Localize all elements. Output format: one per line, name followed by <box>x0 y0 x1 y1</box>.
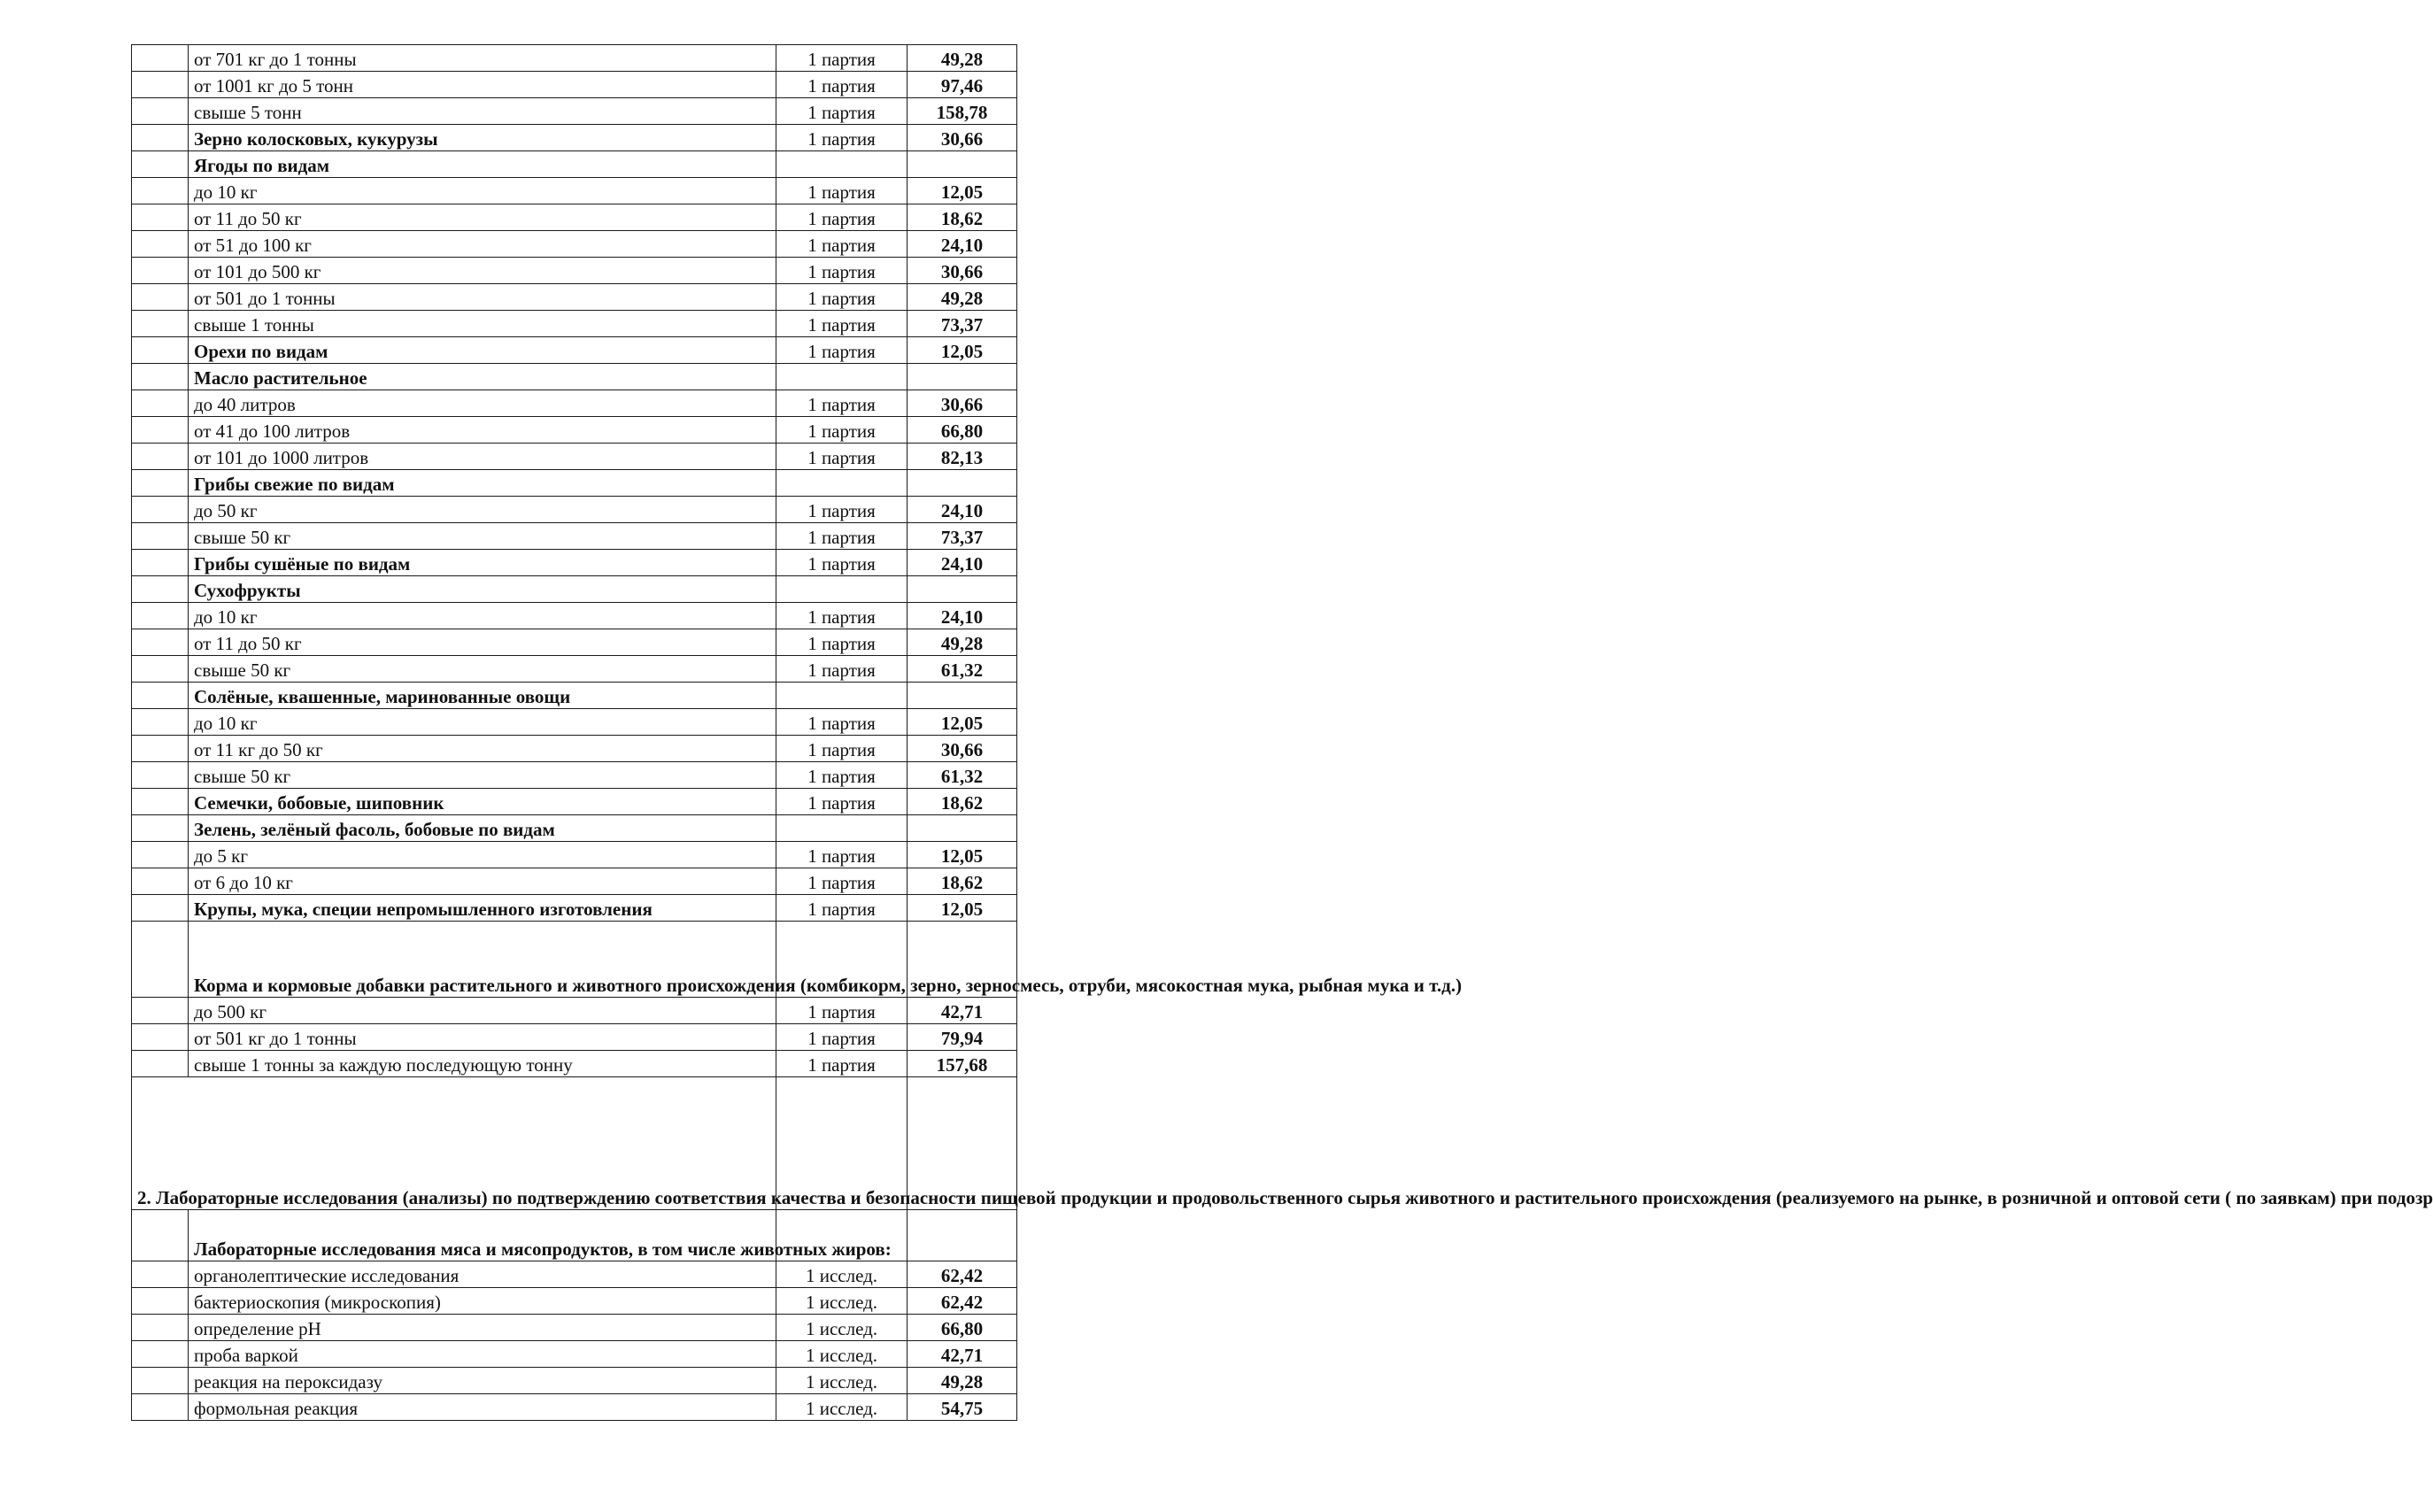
category-name-cell: Корма и кормовые добавки растительного и животного происхождения (комбикорм, зерно, зерносмесь, отруби, мясокостная мука, рыбная мука и т.д.) <box>189 922 776 998</box>
table-row <box>132 417 1017 444</box>
price-cell: 73,37 <box>908 311 1017 337</box>
index-cell <box>132 603 189 629</box>
index-cell <box>132 815 189 842</box>
unit-cell: 1 партия <box>776 497 908 523</box>
index-cell <box>132 204 189 231</box>
item-name-cell: от 11 до 50 кг <box>189 204 776 231</box>
price-cell: 66,80 <box>908 417 1017 444</box>
unit-cell: 1 исслед. <box>776 1315 908 1341</box>
table-row <box>132 1288 1017 1315</box>
item-name-cell: проба варкой <box>189 1341 776 1368</box>
unit-cell <box>776 683 908 709</box>
price-cell: 18,62 <box>908 868 1017 895</box>
index-cell <box>132 284 189 311</box>
table-row <box>132 151 1017 178</box>
unit-cell: 1 партия <box>776 656 908 683</box>
unit-cell: 1 партия <box>776 523 908 550</box>
table-row <box>132 762 1017 789</box>
unit-cell: 1 партия <box>776 550 908 576</box>
item-name-cell: бактериоскопия (микроскопия) <box>189 1288 776 1315</box>
price-cell: 24,10 <box>908 497 1017 523</box>
category-name-cell: Масло растительное <box>189 364 776 390</box>
price-cell: 12,05 <box>908 709 1017 736</box>
price-cell: 49,28 <box>908 284 1017 311</box>
table-row <box>132 550 1017 576</box>
item-name-cell: формольная реакция <box>189 1394 776 1421</box>
price-table-body <box>132 45 2433 1421</box>
index-cell <box>132 762 189 789</box>
price-cell: 49,28 <box>908 1368 1017 1394</box>
item-name-cell: реакция на пероксидазу <box>189 1368 776 1394</box>
index-cell <box>132 629 189 656</box>
unit-cell: 1 партия <box>776 178 908 204</box>
item-name-cell: свыше 50 кг <box>189 523 776 550</box>
unit-cell: 1 партия <box>776 1051 908 1077</box>
table-row <box>132 311 1017 337</box>
item-name-cell: от 11 кг до 50 кг <box>189 736 776 762</box>
item-name-cell: от 501 кг до 1 тонны <box>189 1024 776 1051</box>
table-row <box>132 922 1017 998</box>
index-cell <box>132 1210 189 1261</box>
index-cell <box>132 656 189 683</box>
price-cell: 12,05 <box>908 178 1017 204</box>
table-row <box>132 45 1017 72</box>
price-cell: 157,68 <box>908 1051 1017 1077</box>
category-name-cell: Солёные, квашенные, маринованные овощи <box>189 683 776 709</box>
unit-cell: 1 партия <box>776 98 908 125</box>
price-cell: 79,94 <box>908 1024 1017 1051</box>
price-cell: 61,32 <box>908 656 1017 683</box>
item-name-cell: до 10 кг <box>189 603 776 629</box>
unit-cell: 1 партия <box>776 736 908 762</box>
unit-cell: 1 партия <box>776 72 908 98</box>
index-cell <box>132 550 189 576</box>
index-cell <box>132 72 189 98</box>
table-row <box>132 868 1017 895</box>
price-cell: 62,42 <box>908 1261 1017 1288</box>
section-row <box>132 1077 1017 1210</box>
index-cell <box>132 1368 189 1394</box>
index-cell <box>132 998 189 1024</box>
unit-cell: 1 партия <box>776 868 908 895</box>
item-name-cell: до 500 кг <box>189 998 776 1024</box>
item-name-cell: свыше 1 тонны <box>189 311 776 337</box>
table-row <box>132 895 1017 922</box>
unit-cell: 1 партия <box>776 842 908 868</box>
index-cell <box>132 444 189 470</box>
table-row <box>132 603 1017 629</box>
item-name-cell: свыше 50 кг <box>189 656 776 683</box>
index-cell <box>132 683 189 709</box>
price-cell: 61,32 <box>908 762 1017 789</box>
category-name-cell: Ягоды по видам <box>189 151 776 178</box>
index-cell <box>132 1288 189 1315</box>
unit-cell: 1 партия <box>776 709 908 736</box>
index-cell <box>132 258 189 284</box>
price-cell: 24,10 <box>908 550 1017 576</box>
price-cell: 82,13 <box>908 444 1017 470</box>
unit-cell: 1 партия <box>776 895 908 922</box>
index-cell <box>132 1261 189 1288</box>
table-row <box>132 1210 1017 1261</box>
price-cell: 54,75 <box>908 1394 1017 1421</box>
index-cell <box>132 922 189 998</box>
index-cell <box>132 709 189 736</box>
table-row <box>132 1051 1017 1077</box>
table-row <box>132 842 1017 868</box>
index-cell <box>132 390 189 417</box>
price-cell <box>908 364 1017 390</box>
table-row <box>132 683 1017 709</box>
table-row <box>132 629 1017 656</box>
item-name-cell: от 51 до 100 кг <box>189 231 776 258</box>
category-name-cell: Семечки, бобовые, шиповник <box>189 789 776 815</box>
item-name-cell: от 1001 кг до 5 тонн <box>189 72 776 98</box>
unit-cell: 1 партия <box>776 231 908 258</box>
index-cell <box>132 417 189 444</box>
table-row <box>132 576 1017 603</box>
price-cell: 158,78 <box>908 98 1017 125</box>
unit-cell <box>776 364 908 390</box>
unit-cell: 1 партия <box>776 284 908 311</box>
unit-cell: 1 партия <box>776 417 908 444</box>
index-cell <box>132 1051 189 1077</box>
index-cell <box>132 364 189 390</box>
section-heading: 2. Лабораторные исследования (анализы) по подтверждению соответствия качества и безопасности пищевой продукции и продовольственного сырья животного и растительного происхождения (реализуемого на рынке, в розничной и оптовой сети ( по заявкам) при подозр <box>132 1077 776 1210</box>
item-name-cell: от 701 кг до 1 тонны <box>189 45 776 72</box>
unit-cell: 1 партия <box>776 311 908 337</box>
index-cell <box>132 576 189 603</box>
price-cell <box>908 576 1017 603</box>
table-row <box>132 178 1017 204</box>
item-name-cell: определение pH <box>189 1315 776 1341</box>
price-cell: 30,66 <box>908 258 1017 284</box>
table-row <box>132 998 1017 1024</box>
table-row <box>132 497 1017 523</box>
table-row <box>132 789 1017 815</box>
unit-cell: 1 партия <box>776 390 908 417</box>
unit-cell: 1 исслед. <box>776 1394 908 1421</box>
unit-cell: 1 партия <box>776 762 908 789</box>
unit-cell: 1 партия <box>776 258 908 284</box>
item-name-cell: свыше 5 тонн <box>189 98 776 125</box>
table-row <box>132 1341 1017 1368</box>
table-row <box>132 656 1017 683</box>
item-name-cell: от 501 до 1 тонны <box>189 284 776 311</box>
unit-cell: 1 партия <box>776 789 908 815</box>
price-cell: 18,62 <box>908 789 1017 815</box>
unit-cell: 1 партия <box>776 45 908 72</box>
item-name-cell: от 11 до 50 кг <box>189 629 776 656</box>
item-name-cell: до 40 литров <box>189 390 776 417</box>
table-row <box>132 204 1017 231</box>
price-cell: 49,28 <box>908 629 1017 656</box>
price-cell <box>908 151 1017 178</box>
index-cell <box>132 178 189 204</box>
index-cell <box>132 98 189 125</box>
table-row <box>132 258 1017 284</box>
price-cell <box>908 815 1017 842</box>
unit-cell: 1 партия <box>776 1024 908 1051</box>
index-cell <box>132 311 189 337</box>
table-row <box>132 364 1017 390</box>
table-row <box>132 231 1017 258</box>
unit-cell <box>776 470 908 497</box>
category-name-cell: Крупы, мука, специи непромышленного изготовления <box>189 895 776 922</box>
price-cell: 62,42 <box>908 1288 1017 1315</box>
item-name-cell: до 5 кг <box>189 842 776 868</box>
index-cell <box>132 789 189 815</box>
unit-cell: 1 исслед. <box>776 1341 908 1368</box>
price-cell: 30,66 <box>908 125 1017 151</box>
table-row <box>132 284 1017 311</box>
table-row <box>132 470 1017 497</box>
index-cell <box>132 45 189 72</box>
index-cell <box>132 868 189 895</box>
index-cell <box>132 231 189 258</box>
unit-cell: 1 исслед. <box>776 1368 908 1394</box>
index-cell <box>132 470 189 497</box>
item-name-cell: органолептические исследования <box>189 1261 776 1288</box>
item-name-cell: свыше 1 тонны за каждую последующую тонну <box>189 1051 776 1077</box>
table-row <box>132 709 1017 736</box>
price-cell <box>908 683 1017 709</box>
price-table <box>131 44 2433 1421</box>
table-row <box>132 815 1017 842</box>
price-cell: 12,05 <box>908 895 1017 922</box>
price-cell: 97,46 <box>908 72 1017 98</box>
price-cell: 66,80 <box>908 1315 1017 1341</box>
unit-cell <box>776 151 908 178</box>
unit-cell: 1 партия <box>776 204 908 231</box>
table-row <box>132 98 1017 125</box>
price-cell: 42,71 <box>908 998 1017 1024</box>
unit-cell: 1 партия <box>776 629 908 656</box>
price-cell <box>908 1210 1017 1261</box>
price-cell: 49,28 <box>908 45 1017 72</box>
item-name-cell: до 10 кг <box>189 709 776 736</box>
category-name-cell: Сухофрукты <box>189 576 776 603</box>
item-name-cell: до 50 кг <box>189 497 776 523</box>
index-cell <box>132 337 189 364</box>
index-cell <box>132 151 189 178</box>
item-name-cell: до 10 кг <box>189 178 776 204</box>
price-cell: 73,37 <box>908 523 1017 550</box>
index-cell <box>132 736 189 762</box>
unit-cell: 1 партия <box>776 444 908 470</box>
category-name-cell: Грибы свежие по видам <box>189 470 776 497</box>
price-cell: 24,10 <box>908 603 1017 629</box>
table-row <box>132 523 1017 550</box>
category-name-cell: Орехи по видам <box>189 337 776 364</box>
item-name-cell: от 41 до 100 литров <box>189 417 776 444</box>
price-cell <box>908 470 1017 497</box>
table-row <box>132 1261 1017 1288</box>
index-cell <box>132 1315 189 1341</box>
category-name-cell: Грибы сушёные по видам <box>189 550 776 576</box>
table-row <box>132 390 1017 417</box>
index-cell <box>132 1341 189 1368</box>
index-cell <box>132 1394 189 1421</box>
category-name-cell: Лабораторные исследования мяса и мясопродуктов, в том числе животных жиров: <box>189 1210 776 1261</box>
price-cell: 12,05 <box>908 337 1017 364</box>
unit-cell: 1 исслед. <box>776 1288 908 1315</box>
price-cell: 30,66 <box>908 390 1017 417</box>
unit-cell: 1 партия <box>776 337 908 364</box>
index-cell <box>132 1024 189 1051</box>
table-row <box>132 337 1017 364</box>
table-row <box>132 125 1017 151</box>
table-row <box>132 444 1017 470</box>
table-row <box>132 72 1017 98</box>
item-name-cell: свыше 50 кг <box>189 762 776 789</box>
index-cell <box>132 842 189 868</box>
unit-cell: 1 партия <box>776 998 908 1024</box>
table-row <box>132 1315 1017 1341</box>
item-name-cell: от 101 до 1000 литров <box>189 444 776 470</box>
item-name-cell: от 6 до 10 кг <box>189 868 776 895</box>
unit-cell: 1 исслед. <box>776 1261 908 1288</box>
table-row <box>132 736 1017 762</box>
table-row <box>132 1394 1017 1421</box>
price-cell: 42,71 <box>908 1341 1017 1368</box>
index-cell <box>132 895 189 922</box>
index-cell <box>132 523 189 550</box>
index-cell <box>132 497 189 523</box>
unit-cell: 1 партия <box>776 603 908 629</box>
price-cell: 12,05 <box>908 842 1017 868</box>
index-cell <box>132 125 189 151</box>
item-name-cell: от 101 до 500 кг <box>189 258 776 284</box>
unit-cell: 1 партия <box>776 125 908 151</box>
table-row <box>132 1368 1017 1394</box>
category-name-cell: Зерно колосковых, кукурузы <box>189 125 776 151</box>
price-cell: 30,66 <box>908 736 1017 762</box>
price-cell: 18,62 <box>908 204 1017 231</box>
table-row <box>132 1024 1017 1051</box>
unit-cell <box>776 576 908 603</box>
price-cell: 24,10 <box>908 231 1017 258</box>
unit-cell <box>776 815 908 842</box>
category-name-cell: Зелень, зелёный фасоль, бобовые по видам <box>189 815 776 842</box>
